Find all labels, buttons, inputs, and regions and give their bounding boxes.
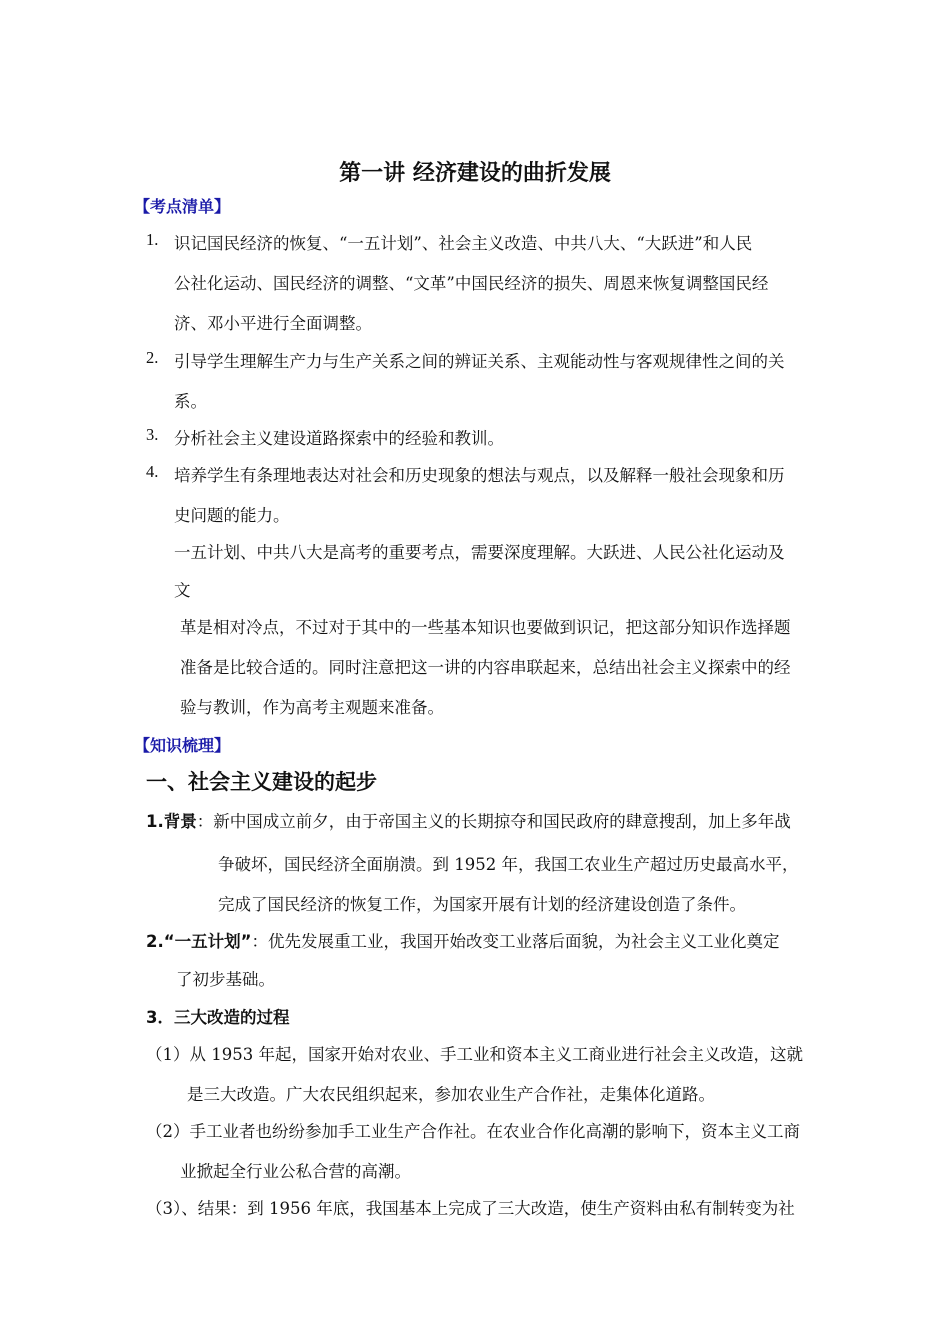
kaodian-item-4-line-2: 史问题的能力。 [174, 506, 290, 525]
transformation-item-3-num: （3） [146, 1199, 182, 1218]
kaodian-item-3-line-1: 分析社会主义建设道路探索中的经验和教训。 [174, 429, 504, 448]
transformation-item-2-line-2: 业掀起全行业公私合营的高潮。 [180, 1162, 411, 1181]
kaodian-item-1-num: 1. [146, 230, 159, 249]
transformation-item-2-num: （2） [146, 1122, 190, 1141]
background-line-2: 争破坏，国民经济全面崩溃。到 1952 年，我国工农业生产超过历史最高水平， [218, 855, 799, 874]
kaodian-header: 【考点清单】 [134, 197, 231, 216]
five-year-plan-line-2: 了初步基础。 [176, 970, 275, 989]
background-line-3: 完成了国民经济的恢复工作，为国家开展有计划的经济建设创造了条件。 [218, 895, 746, 914]
transformation-item-1-line-1 [146, 1041, 803, 1065]
background-label: 1.背景 [146, 812, 197, 831]
note-line-3: 革是相对冷点，不过对于其中的一些基本知识也要做到识记，把这部分知识作选择题 [180, 618, 791, 637]
section-1-title: 一、社会主义建设的起步 [146, 770, 377, 794]
transformation-item-1-line-2: 是三大改造。广大农民组织起来，参加农业生产合作社，走集体化道路。 [187, 1085, 715, 1104]
note-line-2: 文 [174, 581, 191, 600]
transformation-item-1-text: 从 1953 年起，国家开始对农业、手工业和资本主义工商业进行社会主义改造，这就 [189, 1045, 803, 1064]
transformation-item-3-line-1 [146, 1195, 795, 1219]
five-year-plan-first-line [146, 928, 779, 952]
note-line-5: 验与教训，作为高考主观题来准备。 [180, 698, 444, 717]
zhishi-header: 【知识梳理】 [134, 736, 231, 755]
transformation-item-2-text: 手工业者也纷纷参加手工业生产合作社。在农业合作化高潮的影响下，资本主义工商 [189, 1122, 800, 1141]
kaodian-item-2-line-1: 引导学生理解生产力与生产关系之间的辨证关系、主观能动性与客观规律性之间的关 [174, 352, 785, 371]
kaodian-item-1-line-1: 识记国民经济的恢复、“一五计划”、社会主义改造、中共八大、“大跃进”和人民 [174, 234, 753, 253]
kaodian-item-2-num: 2. [146, 348, 159, 367]
transformation-item-3-text: 、结果：到 1956 年底，我国基本上完成了三大改造，使生产资料由私有制转变为社 [181, 1199, 795, 1218]
background-first-line [146, 808, 791, 832]
three-transformations-title: 3．三大改造的过程 [146, 1008, 290, 1027]
transformation-item-1-num: （1） [146, 1045, 190, 1064]
kaodian-item-3-num: 3. [146, 425, 159, 444]
kaodian-item-2-line-2: 系。 [174, 392, 207, 411]
kaodian-item-4-line-1: 培养学生有条理地表达对社会和历史现象的想法与观点，以及解释一般社会现象和历 [174, 466, 785, 485]
five-year-plan-label: 2.“一五计划” [146, 932, 252, 951]
background-colon: ： [196, 812, 214, 831]
page-title: 第一讲 经济建设的曲折发展 [339, 161, 611, 186]
transformation-item-2-line-1 [146, 1118, 800, 1142]
note-line-4: 准备是比较合适的。同时注意把这一讲的内容串联起来，总结出社会主义探索中的经 [180, 658, 791, 677]
kaodian-item-4-num: 4. [146, 462, 159, 481]
five-year-plan-line-1: 优先发展重工业，我国开始改变工业落后面貌，为社会主义工业化奠定 [267, 932, 780, 951]
note-line-1: 一五计划、中共八大是高考的重要考点，需要深度理解。大跃进、人民公社化运动及 [174, 543, 785, 562]
kaodian-item-1-line-3: 济、邓小平进行全面调整。 [174, 314, 372, 333]
five-year-plan-colon: ： [251, 932, 268, 951]
background-line-1: 新中国成立前夕，由于帝国主义的长期掠夺和国民政府的肆意搜刮，加上多年战 [213, 812, 791, 831]
kaodian-item-1-line-2: 公社化运动、国民经济的调整、“文革”中国民经济的损失、周恩来恢复调整国民经 [174, 274, 769, 293]
